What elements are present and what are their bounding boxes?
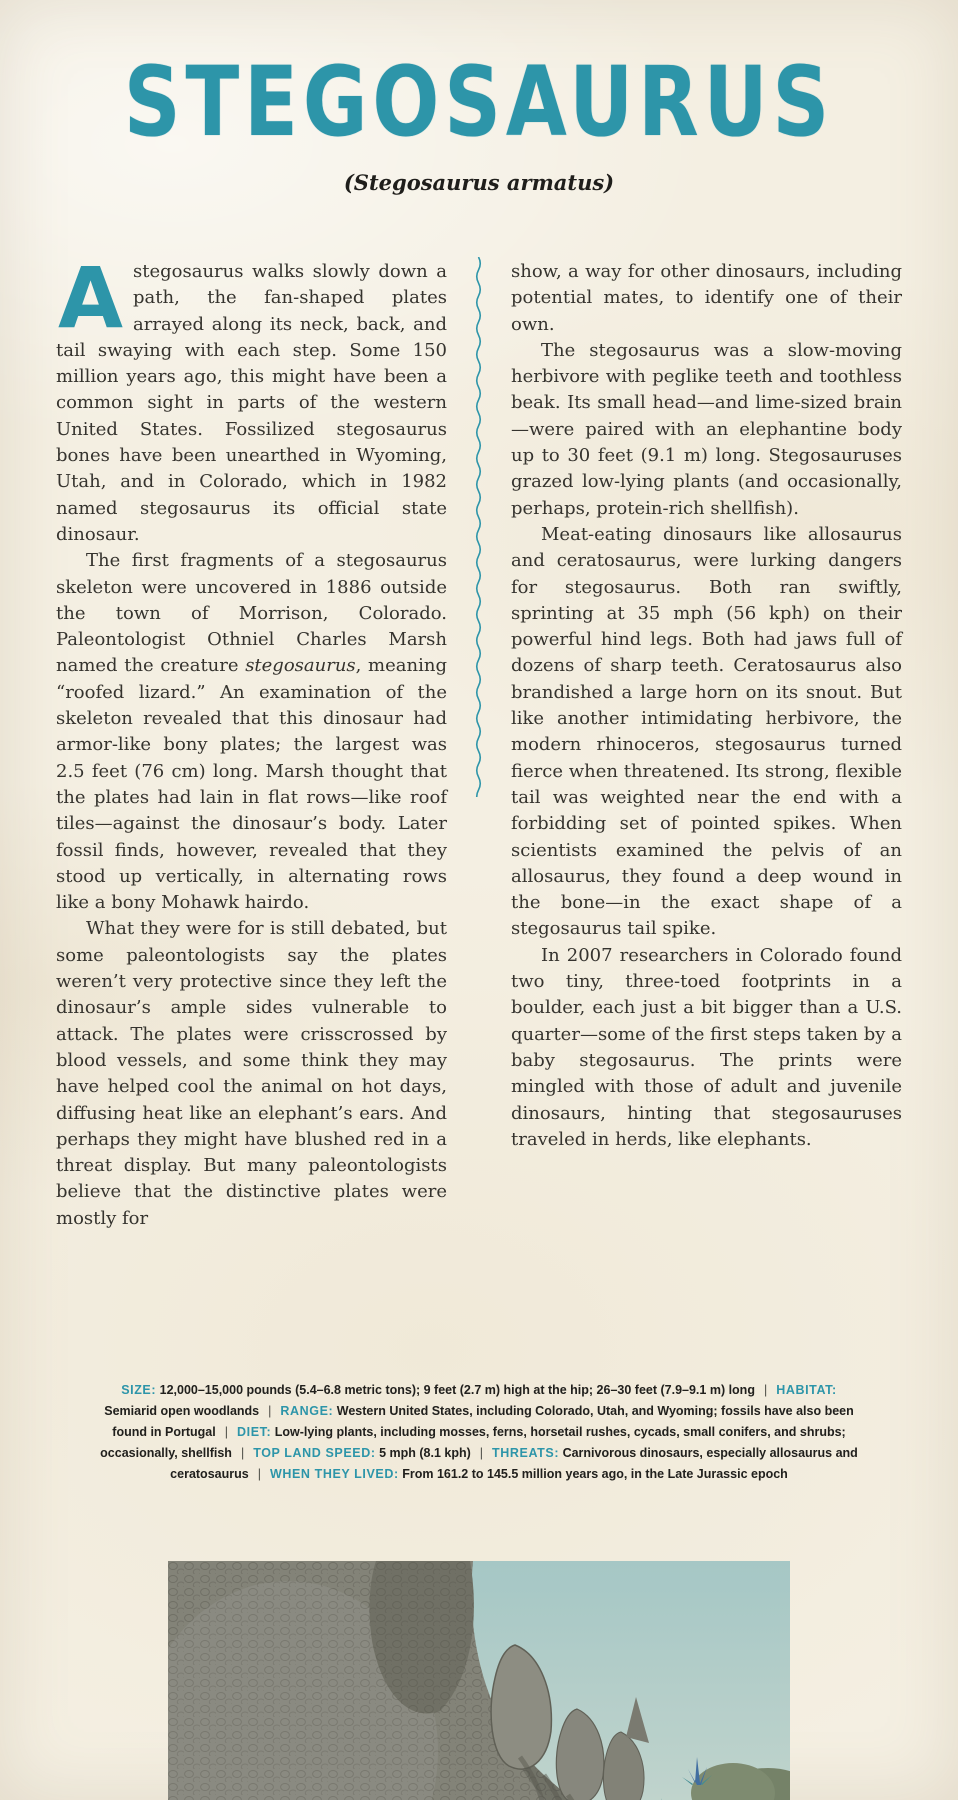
fact-label: SIZE:	[121, 1382, 157, 1397]
fact-label: THREATS:	[492, 1445, 560, 1460]
fact-label: HABITAT:	[776, 1382, 837, 1397]
stegosaurus-photo	[168, 1561, 790, 1800]
fact-value: From 161.2 to 145.5 million years ago, in the Late Jurassic epoch	[398, 1466, 788, 1481]
fact-separator: |	[257, 1466, 261, 1481]
paragraph: The first fragments of a stegosaurus skeleton were uncovered in 1886 outside the town of Morrison, Colorado. Paleontologist Othniel Charles Marsh named the creature stegosaurus, meaning “roofed lizard.” An examination of the skeleton revealed that this dinosaur had armor-like bony plates; the largest was 2.5 feet (76 cm) long. Marsh thought that the plates had lain in flat rows—like roof tiles—against the dinosaur’s body. Later fossil finds, however, revealed that they stood up vertically, in alternating rows like a bony Mohawk hairdo.	[56, 550, 447, 914]
paragraph: Astegosaurus walks slowly down a path, the fan-shaped plates arrayed along its neck, back, and tail swaying with each step. Some 150 million years ago, this might have been a common sight in parts of the western United States. Fossilized stegosaurus bones have been unearthed in Wyoming, Utah, and in Colorado, which in 1982 named stegosaurus its official state dinosaur.	[56, 249, 447, 545]
fact-label: WHEN THEY LIVED:	[269, 1466, 399, 1481]
fact-value: Western United States, including Colorado, Utah, and Wyoming; fossils have also been found in Portugal	[112, 1403, 854, 1439]
fact-value: Low-lying plants, including mosses, ferns, horsetail rushes, cycads, small conifers, and shrubs; occasionally, shellfish	[100, 1424, 846, 1460]
page-title: STEGOSAURUS	[123, 46, 835, 158]
page-subtitle: (Stegosaurus armatus)	[343, 170, 615, 195]
fact-label: DIET:	[237, 1424, 272, 1439]
paragraph: Meat-eating dinosaurs like allosaurus and ceratosaurus, were lurking dangers for stegosaurus. Both ran swiftly, sprinting at 35 mph (56 kph) on their powerful hind legs. Both had jaws full of dozens of sharp teeth. Ceratosaurus also brandished a large horn on its snout. But like another intimidating herbivore, the modern rhinoceros, stegosaurus turned fierce when threatened. Its strong, flexible tail was weighted near the end with a forbidding set of pointed spikes. When scientists examined the pelvis of an allosaurus, they found a deep wound in the bone—in the exact shape of a stegosaurus tail spike.	[511, 523, 902, 940]
paragraph: In 2007 researchers in Colorado found two tiny, three-toed footprints in a boulder, each just a bit bigger than a U.S. quarter—some of the first steps taken by a baby stegosaurus. The prints were mingled with those of adult and juvenile dinosaurs, hinting that stegosauruses traveled in herds, like elephants.	[511, 944, 902, 1150]
fact-label: TOP LAND SPEED:	[253, 1445, 376, 1460]
facts-block	[98, 1380, 860, 1485]
paragraph: show, a way for other dinosaurs, including potential mates, to identify one of their own.	[511, 261, 902, 335]
fact-value: Semiarid open woodlands	[104, 1403, 260, 1418]
fact-value: 12,000–15,000 pounds (5.4–6.8 metric tons); 9 feet (2.7 m) high at the hip; 26–30 feet (7.9–9.1 m) long	[156, 1382, 755, 1397]
body-columns	[56, 249, 902, 1232]
wavy-divider-icon	[475, 257, 484, 797]
fact-value: Carnivorous dinosaurs, especially allosaurus and ceratosaurus	[170, 1445, 858, 1481]
left-column	[56, 249, 447, 1232]
fact-value: 5 mph (8.1 kph)	[375, 1445, 471, 1460]
drop-cap: A	[58, 249, 124, 347]
photo-frame	[168, 1561, 790, 1800]
paragraph: The stegosaurus was a slow-moving herbivore with peglike teeth and toothless beak. Its small head—and lime-sized brain—were paired with an elephantine body up to 30 feet (9.1 m) long. Stegosauruses grazed low-lying plants (and occasionally, perhaps, protein-rich shellfish).	[511, 339, 902, 519]
fact-label: RANGE:	[280, 1403, 334, 1418]
fact-separator: |	[763, 1382, 768, 1397]
fact-separator: |	[224, 1424, 228, 1439]
fact-separator: |	[268, 1403, 272, 1418]
right-column	[511, 259, 902, 1232]
paragraph: What they were for is still debated, but some paleontologists say the plates weren’t very protective since they left the dinosaur’s ample sides vulnerable to attack. The plates were crisscrossed by blood vessels, and some think they may have helped cool the animal on hot days, diffusing heat like an elephant’s ears. And perhaps they might have blushed red in a threat display. But many paleontologists believe that the distinctive plates were mostly for	[56, 918, 447, 1229]
fact-separator: |	[240, 1445, 245, 1460]
fact-separator: |	[479, 1445, 484, 1460]
